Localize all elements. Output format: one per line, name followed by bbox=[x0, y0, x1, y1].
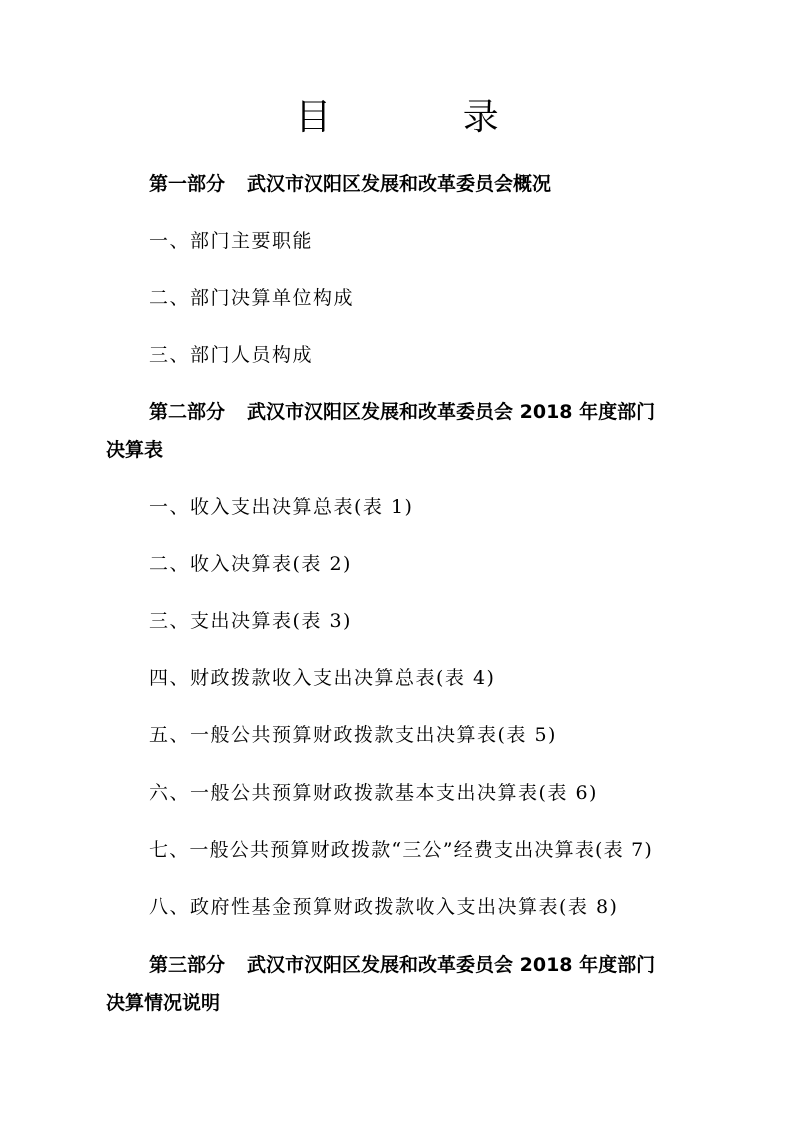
toc-item-part2-1: 一、收入支出决算总表(表 1) bbox=[149, 496, 414, 518]
part1-text: 武汉市汉阳区发展和改革委员会概况 bbox=[247, 173, 552, 195]
toc-item-part1-2: 二、部门决算单位构成 bbox=[149, 287, 355, 309]
toc-item-part2-8: 八、政府性基金预算财政拨款收入支出决算表(表 8) bbox=[149, 896, 619, 918]
toc-item-part2-7: 七、一般公共预算财政拨款“三公”经费支出决算表(表 7) bbox=[149, 839, 653, 861]
part3-text-line2: 决算情况说明 bbox=[106, 992, 221, 1014]
part2-text-line1: 武汉市汉阳区发展和改革委员会 2018 年度部门 bbox=[247, 401, 656, 423]
part2-text-line2: 决算表 bbox=[106, 439, 164, 461]
part1-heading bbox=[149, 170, 551, 198]
part2-heading bbox=[149, 398, 655, 426]
page-title: 目 录 bbox=[295, 97, 559, 138]
part3-heading bbox=[149, 951, 655, 979]
toc-item-part2-3: 三、支出决算表(表 3) bbox=[149, 610, 352, 632]
toc-item-part2-5: 五、一般公共预算财政拨款支出决算表(表 5) bbox=[149, 724, 557, 746]
part3-label: 第三部分 bbox=[149, 954, 226, 976]
part1-label: 第一部分 bbox=[149, 173, 226, 195]
toc-item-part2-4: 四、财政拨款收入支出决算总表(表 4) bbox=[149, 667, 496, 689]
part3-text-line1: 武汉市汉阳区发展和改革委员会 2018 年度部门 bbox=[247, 954, 656, 976]
toc-item-part1-1: 一、部门主要职能 bbox=[149, 230, 314, 252]
toc-item-part2-2: 二、收入决算表(表 2) bbox=[149, 553, 352, 575]
toc-item-part2-6: 六、一般公共预算财政拨款基本支出决算表(表 6) bbox=[149, 782, 598, 804]
toc-item-part1-3: 三、部门人员构成 bbox=[149, 344, 314, 366]
part2-label: 第二部分 bbox=[149, 401, 226, 423]
